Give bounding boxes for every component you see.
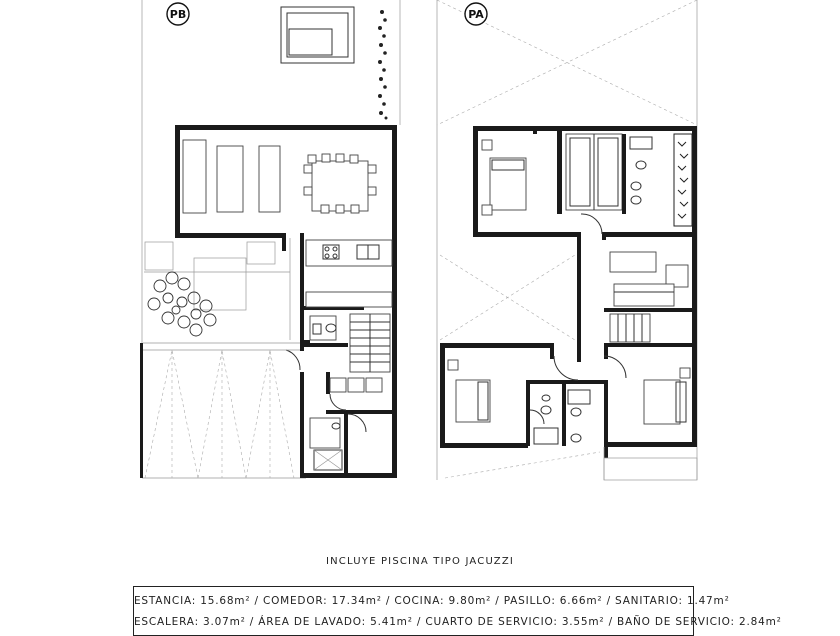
ground-floor-plan	[140, 0, 400, 478]
bedroom-2	[448, 360, 490, 422]
area-row-1: ESTANCIA: 15.68m² / COMEDOR: 17.34m² / COCINA: 9.80m² / PASILLO: 6.66m² / SANITARIO: 1.47m²	[134, 595, 730, 607]
closet-bath	[566, 134, 652, 214]
jacuzzi-pool	[281, 7, 354, 63]
tree	[148, 272, 216, 336]
hedge	[378, 10, 388, 120]
kitchen	[306, 240, 392, 307]
ground-floor-badge	[167, 3, 189, 25]
ground-floor-label: PB	[169, 8, 187, 21]
upper-floor-plan	[437, 0, 697, 480]
bedroom-3	[644, 368, 690, 424]
parking	[143, 343, 300, 478]
upper-floor-badge	[465, 3, 487, 25]
planter	[674, 134, 692, 226]
ground-stairs	[350, 314, 390, 372]
bedroom-main	[482, 140, 526, 215]
garden-terrace	[144, 238, 290, 340]
living-dining	[183, 140, 376, 213]
upper-hall	[610, 252, 688, 306]
caption: INCLUYE PISCINA TIPO JACUZZI	[325, 556, 515, 567]
upper-floor-label: PA	[468, 8, 484, 21]
upper-stairs	[610, 314, 650, 342]
area-row-2: ESCALERA: 3.07m² / ÁREA DE LAVADO: 5.41m² / CUARTO DE SERVICIO: 3.55m² / BAÑO DE SERVICIO: 2.84m²	[134, 616, 782, 628]
laundry	[330, 378, 382, 392]
service-bath	[310, 418, 342, 470]
ground-toilet	[310, 316, 336, 340]
area-table	[133, 586, 782, 636]
